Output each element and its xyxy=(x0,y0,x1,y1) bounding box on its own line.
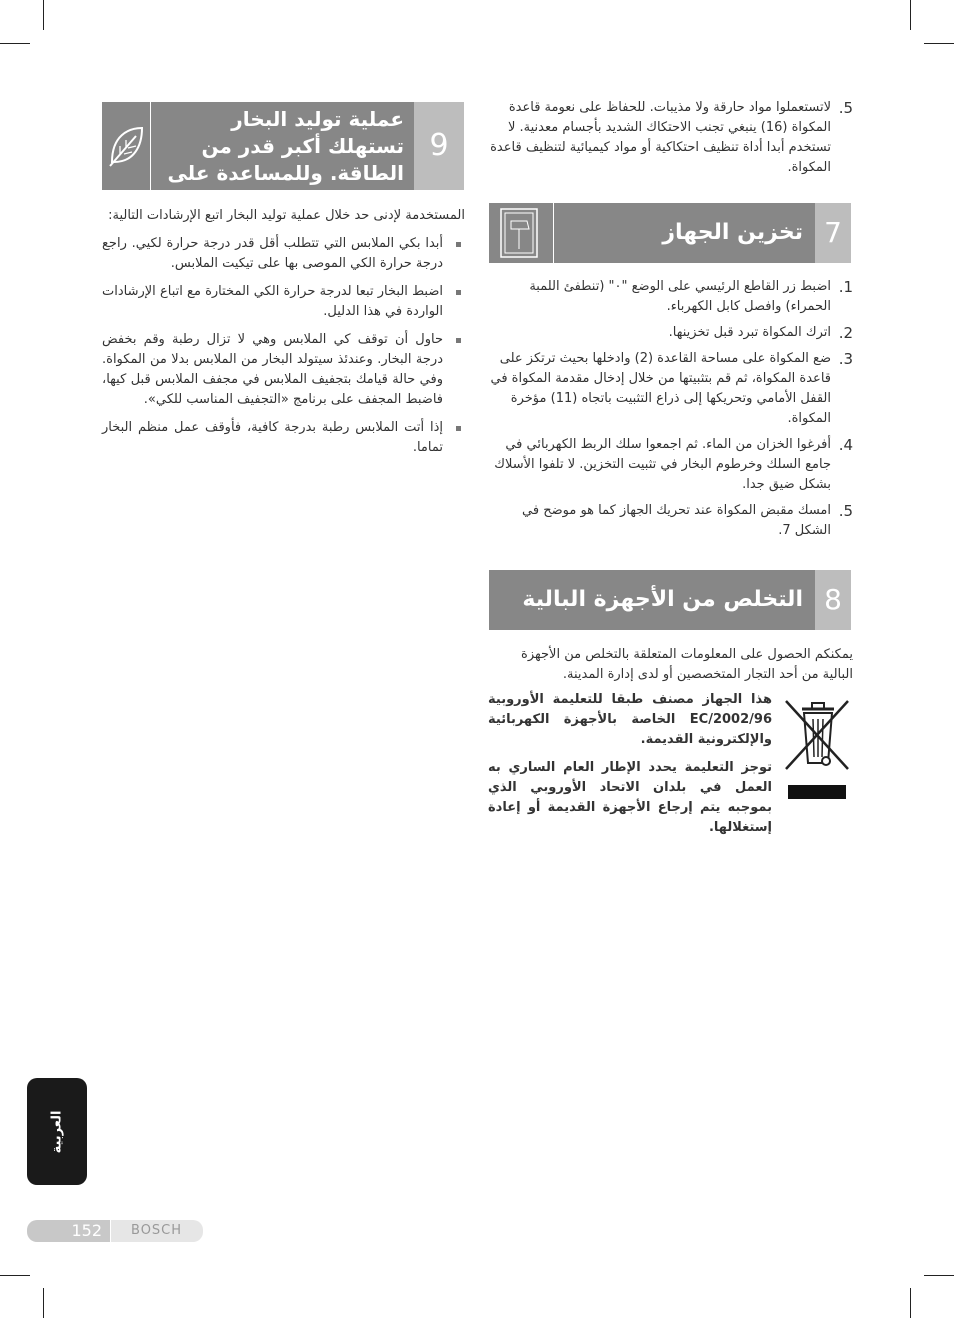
section-title: تخزين الجهاز xyxy=(662,220,803,245)
section-title: عملية توليد البخار تستهلك أكبر قدر من الطاقة. وللمساعدة على خفض الطاقة xyxy=(167,107,404,212)
list-item xyxy=(488,349,853,429)
crossed-out-bin-icon xyxy=(782,697,852,803)
list-item: حاول أن توقف كي الملابس وهي لا تزال رطبة وقم بخفض درجة البخار. وعندئذ سيتولد البخار من الملابس بدلا من المكواة. وفي حالة قيامك بتجفيف الملابس في مجفف الملابس قبل كيها، فاضبط المجفف على برنامج «التجفيف المناسب للكي». xyxy=(102,330,465,410)
energy-tips xyxy=(102,234,465,458)
storage-steps xyxy=(488,277,853,541)
list-item: اضبط البخار تبعا لدرجة حرارة الكي المختارة مع اتباع الإرشادات الواردة في هذا الدليل. xyxy=(102,282,465,322)
step-text: اترك المكواة تبرد قبل تخزينها. xyxy=(668,325,831,340)
language-tab xyxy=(27,1078,87,1185)
step-text: ضع المكواة على مساحة القاعدة (2) وادخلها بحيث ترتكز على قاعدة المكواة، ثم قم بتثبيتها من خلال إدخال مقدمة المكواة في القفل الأمامي وتحريكها إلى ذراع التثبيت باتجاه (11) مؤخرة المكواة. xyxy=(490,351,831,426)
step-text: امسك مقبض المكواة عند تحريك الجهاز كما هو موضح في الشكل 7. xyxy=(522,503,831,538)
brand-badge xyxy=(111,1220,203,1242)
section-number: 9 xyxy=(414,102,464,190)
weee-directive-text: هذا الجهاز مصنف طبقا للتعليمة الأوروبية EC/2002/96 الخاصة بالأجهزة الكهربائية والإلكترونية القديمة. xyxy=(488,692,772,747)
step-number: .5 xyxy=(838,502,853,520)
language-label: العربية xyxy=(49,1110,65,1153)
weee-notice xyxy=(488,690,772,846)
crop-mark xyxy=(43,1288,44,1318)
disposal-intro: يمكنكم الحصول على المعلومات المتعلقة بالتخلص من الأجهزة البالية من أحد التجار المتخصصين أو لدى إدارة المدينة. xyxy=(521,647,853,682)
page-number: 152 xyxy=(71,1221,102,1240)
step-text: اضبط زر القاطع الرئيسي على الوضع "٠" (تنطفئ اللمبة الحمراء) وافصل كابل الكهرباء. xyxy=(529,279,831,314)
step-number: .3 xyxy=(838,350,853,368)
crop-mark xyxy=(0,43,30,44)
list-item xyxy=(488,98,853,178)
leaf-icon xyxy=(102,102,151,190)
section-8-header xyxy=(489,570,851,630)
step-text: أفرغوا الخزان من الماء. ثم اجمعوا سلك الربط الكهربائي في جامع السلك وخرطوم البخار في تثبيت التخزين. لا تلفوا الأسلاك بشكل ضيق جدا. xyxy=(494,437,831,492)
section-9-body xyxy=(102,206,465,466)
step-number: .5 xyxy=(838,99,853,117)
crop-mark xyxy=(924,43,954,44)
list-item: أبدا بكي الملابس التي تتطلب أقل قدر درجة حرارة لكيي. راجع درجة حرارة الكي الموصى بها على تيكيت الملابس. xyxy=(102,234,465,274)
list-item xyxy=(488,435,853,495)
step-number: .1 xyxy=(838,278,853,296)
steam-station-icon xyxy=(489,203,554,263)
crop-mark xyxy=(0,1275,30,1276)
section-title: التخلص من الأجهزة البالية xyxy=(522,587,803,612)
page-number-badge xyxy=(27,1220,110,1242)
section-number: 8 xyxy=(815,570,851,630)
step-number: .4 xyxy=(838,436,853,454)
list-item xyxy=(488,323,853,343)
list-item xyxy=(488,277,853,317)
section-7-body xyxy=(488,277,853,547)
list-item xyxy=(488,501,853,541)
list-item: إذا أتت الملابس رطبة بدرجة كافية، فأوقف عمل منظم البخار تماما. xyxy=(102,418,465,458)
cleaning-steps xyxy=(488,98,853,178)
section-9-header xyxy=(102,102,464,212)
step-number: .2 xyxy=(838,324,853,342)
crop-mark xyxy=(924,1275,954,1276)
weee-framework-text: توجز التعليمة يحدد الإطار العام الساري به العمل في بلدان الاتحاد الأوروبي الذي بموجبه يتم إرجاع الأجهزة القديمة أو إعادة إستغلالها. xyxy=(488,760,772,835)
section-8-body xyxy=(488,645,853,685)
step-text: لاتستعملوا مواد حارقة ولا مذيبات. للحفاظ على نعومة قاعدة المكواة (16) ينبغي تجنب الاحتكاك الشديد بأجسام معدنية. لا تستخدم أبدا أداة تنظيف احتكاكية أو مواد كيميائية لتنظيف قاعدة المكواة. xyxy=(490,100,831,175)
energy-intro: المستخدمة لإدنى حد خلال عملية توليد البخار اتبع الإرشادات التالية: xyxy=(108,208,465,223)
crop-mark xyxy=(43,0,44,30)
section-7-header xyxy=(489,203,851,263)
section-number: 7 xyxy=(815,203,851,263)
crop-mark xyxy=(910,0,911,30)
crop-mark xyxy=(910,1288,911,1318)
cleaning-step-5 xyxy=(488,98,853,184)
brand-name: BOSCH xyxy=(131,1223,183,1238)
